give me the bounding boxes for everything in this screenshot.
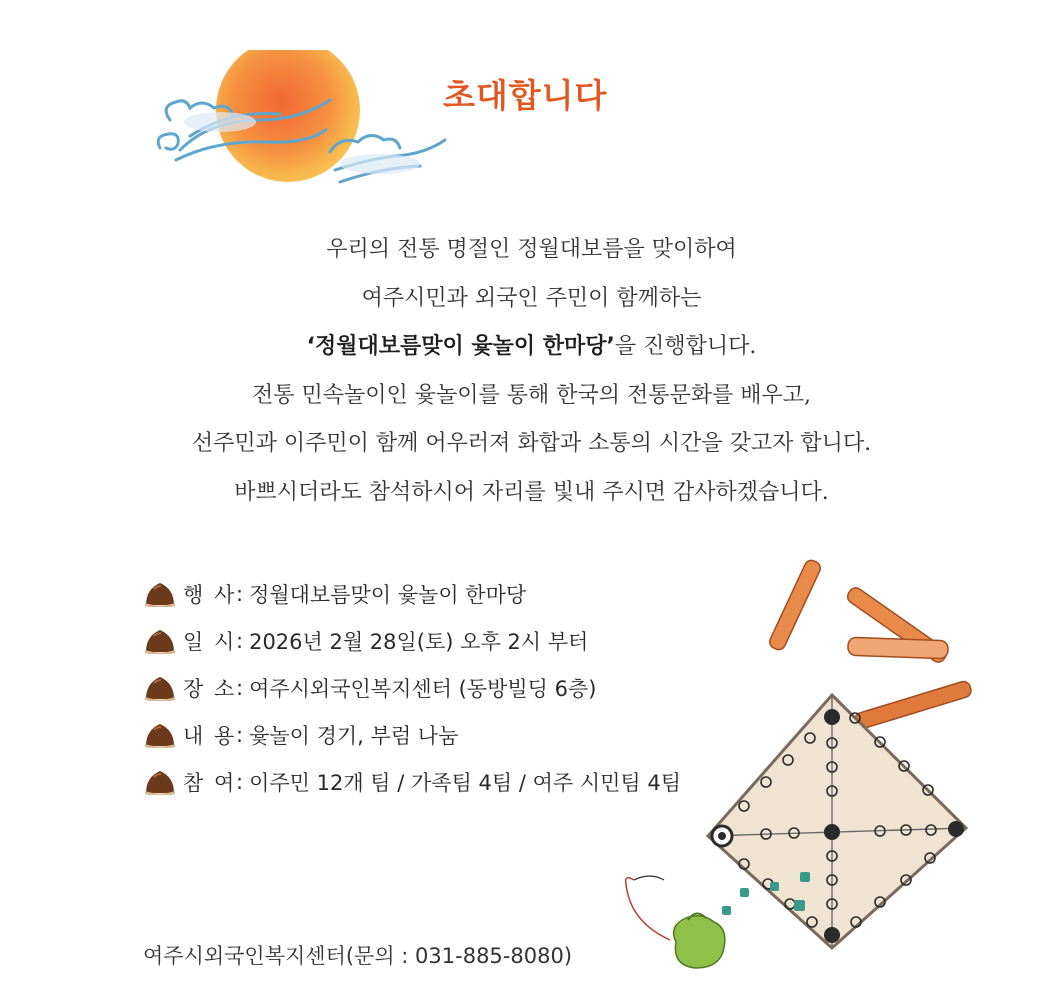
yut-board-illustration [610, 550, 1050, 995]
page-title: 초대합니다 [443, 76, 608, 115]
detail-label: 장 소 [183, 676, 237, 701]
chestnut-icon [143, 769, 177, 795]
detail-row-datetime [143, 617, 681, 664]
detail-label: 내 용 [183, 723, 237, 748]
detail-value: 2026년 2월 28일(토) 오후 2시 부터 [249, 629, 589, 654]
detail-separator: : [236, 675, 244, 700]
detail-separator: : [236, 581, 244, 606]
detail-row-event [143, 570, 681, 617]
yut-sticks [767, 558, 972, 730]
full-moon-cloud-illustration [150, 50, 450, 200]
contact-footer: 여주시외국인복지센터(문의 : 031-885-8080) [143, 944, 573, 968]
detail-row-participants [143, 758, 681, 805]
pouch [626, 876, 725, 968]
chestnut-icon [143, 581, 177, 607]
detail-label: 참 여 [183, 770, 237, 795]
intro-paragraph [100, 226, 963, 517]
detail-value: 여주시외국인복지센터 (동방빌딩 6층) [249, 676, 597, 701]
intro-line-rest: 을 진행합니다. [614, 334, 757, 359]
intro-line: 선주민과 이주민이 함께 어우러져 화합과 소통의 시간을 갖고자 합니다. [191, 431, 872, 456]
intro-line [100, 323, 963, 372]
chestnut-icon [143, 675, 177, 701]
detail-label: 일 시 [183, 629, 237, 654]
detail-separator: : [236, 628, 244, 653]
event-name-highlight: ‘정월대보름맞이 윷놀이 한마당’ [306, 334, 615, 359]
intro-line: 여주시민과 외국인 주민이 함께하는 [361, 285, 702, 311]
yut-board [708, 695, 966, 948]
detail-row-content [143, 711, 681, 758]
intro-line: 전통 민속놀이인 윷놀이를 통해 한국의 전통문화를 배우고, [251, 382, 811, 408]
detail-value: 정월대보름맞이 윷놀이 한마당 [249, 582, 527, 607]
intro-line: 우리의 전통 명절인 정월대보름을 맞이하여 [326, 237, 737, 262]
detail-separator: : [236, 769, 244, 794]
detail-label: 행 사 [183, 582, 237, 607]
chestnut-icon [143, 628, 177, 654]
chestnut-icon [143, 722, 177, 748]
intro-line: 바쁘시더라도 참석하시어 자리를 빛내 주시면 감사하겠습니다. [234, 479, 829, 505]
detail-value: 이주민 12개 팀 / 가족팀 4팀 / 여주 시민팀 4팀 [249, 770, 682, 795]
detail-row-location [143, 664, 681, 711]
detail-separator: : [236, 722, 244, 747]
event-details-list [143, 570, 681, 805]
detail-value: 윷놀이 경기, 부럼 나눔 [249, 723, 459, 748]
